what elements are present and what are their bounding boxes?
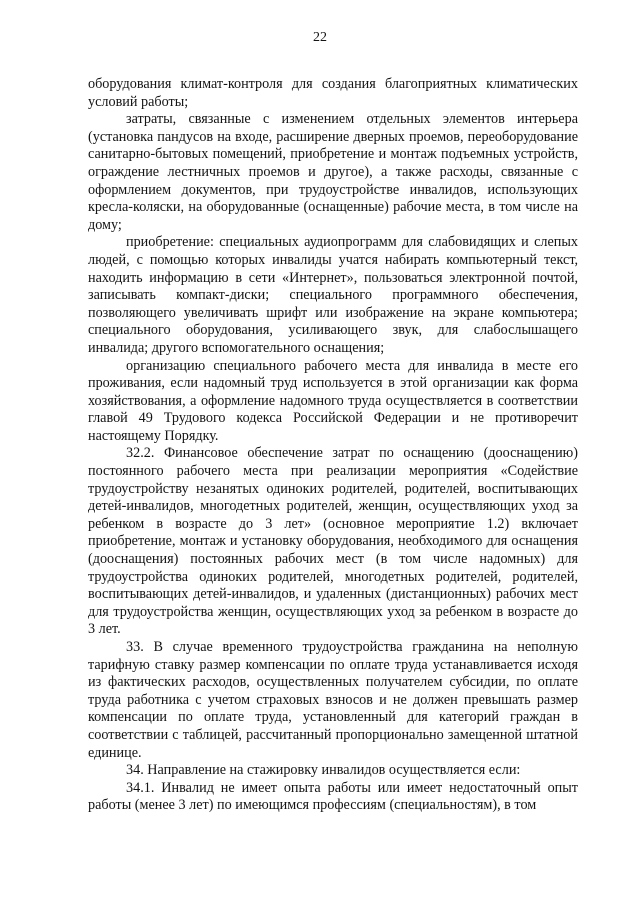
paragraph-32-2: 32.2. Финансовое обеспечение затрат по оснащению (дооснащению) постоянного рабочего места при реализации мероприятия «Содействие трудоустройству незанятых одиноких родителей, родителей, воспитывающих детей-инвалидов, многодетных родителей, женщин, осуществляющих уход за ребенком в возрасте до 3 лет» (основное мероприятие 1.2) включает приобретение, монтаж и установку оборудования, необходимого для оснащения (дооснащения) постоянных рабочих мест (в том числе надомных) для трудоустройства одиноких родителей, многодетных родителей, родителей, воспитывающих детей-инвалидов, и удаленных (дистанционных) рабочих мест для трудоустройства женщин, осуществляющих уход за ребенком в возрасте до 3 лет. [88, 445, 578, 638]
paragraph-34-1: 34.1. Инвалид не имеет опыта работы или имеет недостаточный опыт работы (менее 3 лет) по имеющимся профессиям (специальностям), в том [88, 779, 578, 814]
page-number: 22 [313, 30, 327, 45]
paragraph-34: 34. Направление на стажировку инвалидов осуществляется если: [126, 762, 521, 779]
paragraph-home-workplace: организацию специального рабочего места для инвалида в месте его проживания, если надомный труд используется в этой организации как форма хозяйствования, а оформление надомного труда осуществляется в соответствии главой 49 Трудового кодекса Российской Федерации и не противоречит настоящему Порядку. [88, 357, 578, 444]
paragraph-33: 33. В случае временного трудоустройства гражданина на неполную тарифную ставку размер компенсации по оплате труда устанавливается исходя из фактических расходов, осуществленных получателем субсидии, по оплате труда работника с учетом страховых взносов и не должен превышать размер компенсации по оплате труда, установленный для категорий граждан в соответствии с таблицей, рассчитанный пропорционально замещенной штатной единице. [88, 639, 578, 761]
paragraph-interior-costs: затраты, связанные с изменением отдельных элементов интерьера (установка пандусов на входе, расширение дверных проемов, переоборудование санитарно-бытовых помещений, приобретение и монтаж подъемных устройств, ограждение лестничных проемов и другое), а также расходы, связанные с оформлением документов, при трудоустройстве инвалидов, использующих кресла-коляски, на оборудованные (оснащенные) рабочие места, в том числе на дому; [88, 111, 578, 233]
paragraph-equipment-continuation: оборудования климат-контроля для создания благоприятных климатических условий работы; [88, 76, 578, 110]
document-body [88, 76, 578, 815]
paragraph-acquisition: приобретение: специальных аудиопрограмм для слабовидящих и слепых людей, с помощью которых инвалиды учатся набирать компьютерный текст, находить информацию в сети «Интернет», пользоваться электронной почтой, записывать компакт-диски; специального программного обеспечения, позволяющего увеличивать шрифт или изображение на экране компьютера; специального оборудования, усиливающего звук, для слабослышащего инвалида; другого вспомогательного оснащения; [88, 234, 578, 356]
